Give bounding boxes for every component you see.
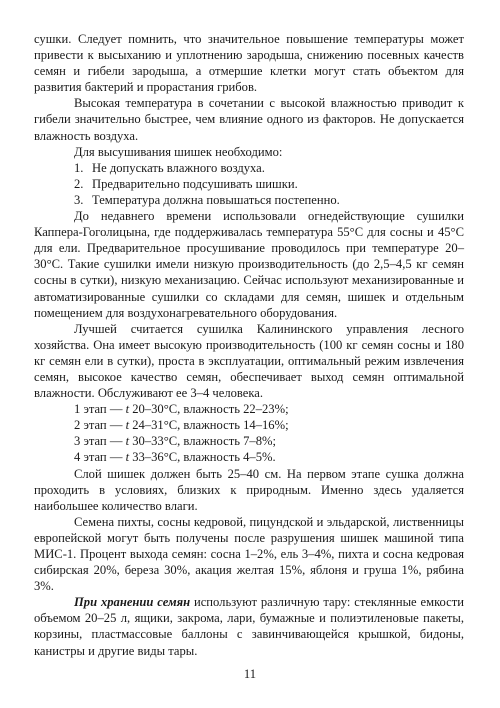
list-item-text: Предварительно подсушивать шишки. (92, 176, 298, 191)
paragraph-7: Семена пихты, сосны кедровой, пицундской и эльдарской, лиственницы европейской могут быть получены после разрушения шишек машиной типа МИС-1. Процент выхода семян: сосна 1–2%, ель 3–4%, пихта и сосна кедровая сибирская 20%, береза 30%, акация желтая 15%, яблоня и груша 1%, рябина 3%. (34, 514, 464, 594)
stage-label: 2 этап — (74, 418, 126, 433)
list-item (34, 176, 464, 192)
stage-range: 24–31°С, влажность 14–16%; (129, 418, 289, 433)
stage-line (34, 401, 464, 417)
stage-temperature-symbol: t (125, 450, 130, 465)
list-item (34, 192, 464, 208)
list-item-number: 1. (74, 160, 84, 175)
stage-line (34, 433, 464, 449)
paragraph-4: До недавнего времени использовали огнедействующие сушилки Каппера-Гоголицына, где поддерживалась температура 55°С для сосны и 45°С для ели. Предварительное просушивание проводилось при температуре 20–30°С. Такие сушилки имели низкую производительность (до 2,5–4,5 кг семян сосны в сутки), низкую механизацию. Сейчас используют механизированные и автоматизированные сушилки со складами для семян, шишек и отдельным помещением для воздухонагревательного оборудования. (34, 209, 464, 320)
stage-temperature-symbol: t (125, 418, 130, 433)
stage-line (34, 417, 464, 433)
stage-temperature-symbol: t (125, 434, 130, 449)
list-item-text: Температура должна повышаться постепенно. (92, 192, 340, 207)
storage-heading-inline: При хранении семян (74, 595, 191, 610)
paragraph-3: Для высушивания шишек необходимо: (74, 144, 283, 159)
stage-range: 20–30°С, влажность 22–23%; (129, 402, 289, 417)
page-number: 11 (243, 667, 257, 681)
paragraph-6: Слой шишек должен быть 25–40 см. На первом этапе сушка должна проходить в условиях, близких к природным. Именно здесь удаляется наибольшее количество влаги. (34, 466, 464, 513)
paragraph-8 (34, 594, 464, 658)
paragraph-1: сушки. Следует помнить, что значительное повышение температуры может привести к высыханию и уплотнению зародыша, снижению посевных качеств семян и гибели зародыша, а отмершие клетки могут стать объектом для развития бактерий и прорастания грибов. (34, 32, 464, 95)
stage-temperature-symbol: t (125, 402, 130, 417)
requirements-list (34, 160, 464, 208)
paragraph-2: Высокая температура в сочетании с высокой влажностью приводит к гибели значительно быстрее, чем влияние одного из факторов. Не допускается влажность воздуха. (34, 96, 464, 143)
paragraph-8-text: используют различную тару: стеклянные емкости объемом 20–25 л, ящики, закрома, лари, бумажные и полиэтиленовые пакеты, корзины, пластмассовые баллоны с завинчивающейся крышкой, бидоны, канистры и другие виды тары. (34, 595, 464, 658)
stage-range: 33–36°С, влажность 4–5%. (129, 450, 276, 465)
stage-range: 30–33°С, влажность 7–8%; (129, 434, 276, 449)
page-content (34, 31, 464, 659)
list-item-number: 3. (74, 192, 84, 207)
stage-label: 1 этап — (74, 402, 126, 417)
paragraph-5: Лучшей считается сушилка Калининского управления лесного хозяйства. Она имеет высокую производительность (100 кг семян сосны и 180 кг семян ели в сутки), проста в эксплуатации, оптимальный режим извлечения семян, высокое качество семян, обеспечивает выход семян оптимальной влажности. Обслуживают ее 3–4 человека. (34, 321, 464, 401)
drying-stages-list (34, 401, 464, 465)
list-item (34, 160, 464, 176)
list-item-text: Не допускать влажного воздуха. (92, 160, 265, 175)
list-item-number: 2. (74, 176, 84, 191)
stage-label: 3 этап — (74, 434, 126, 449)
stage-label: 4 этап — (74, 450, 126, 465)
stage-line (34, 449, 464, 465)
